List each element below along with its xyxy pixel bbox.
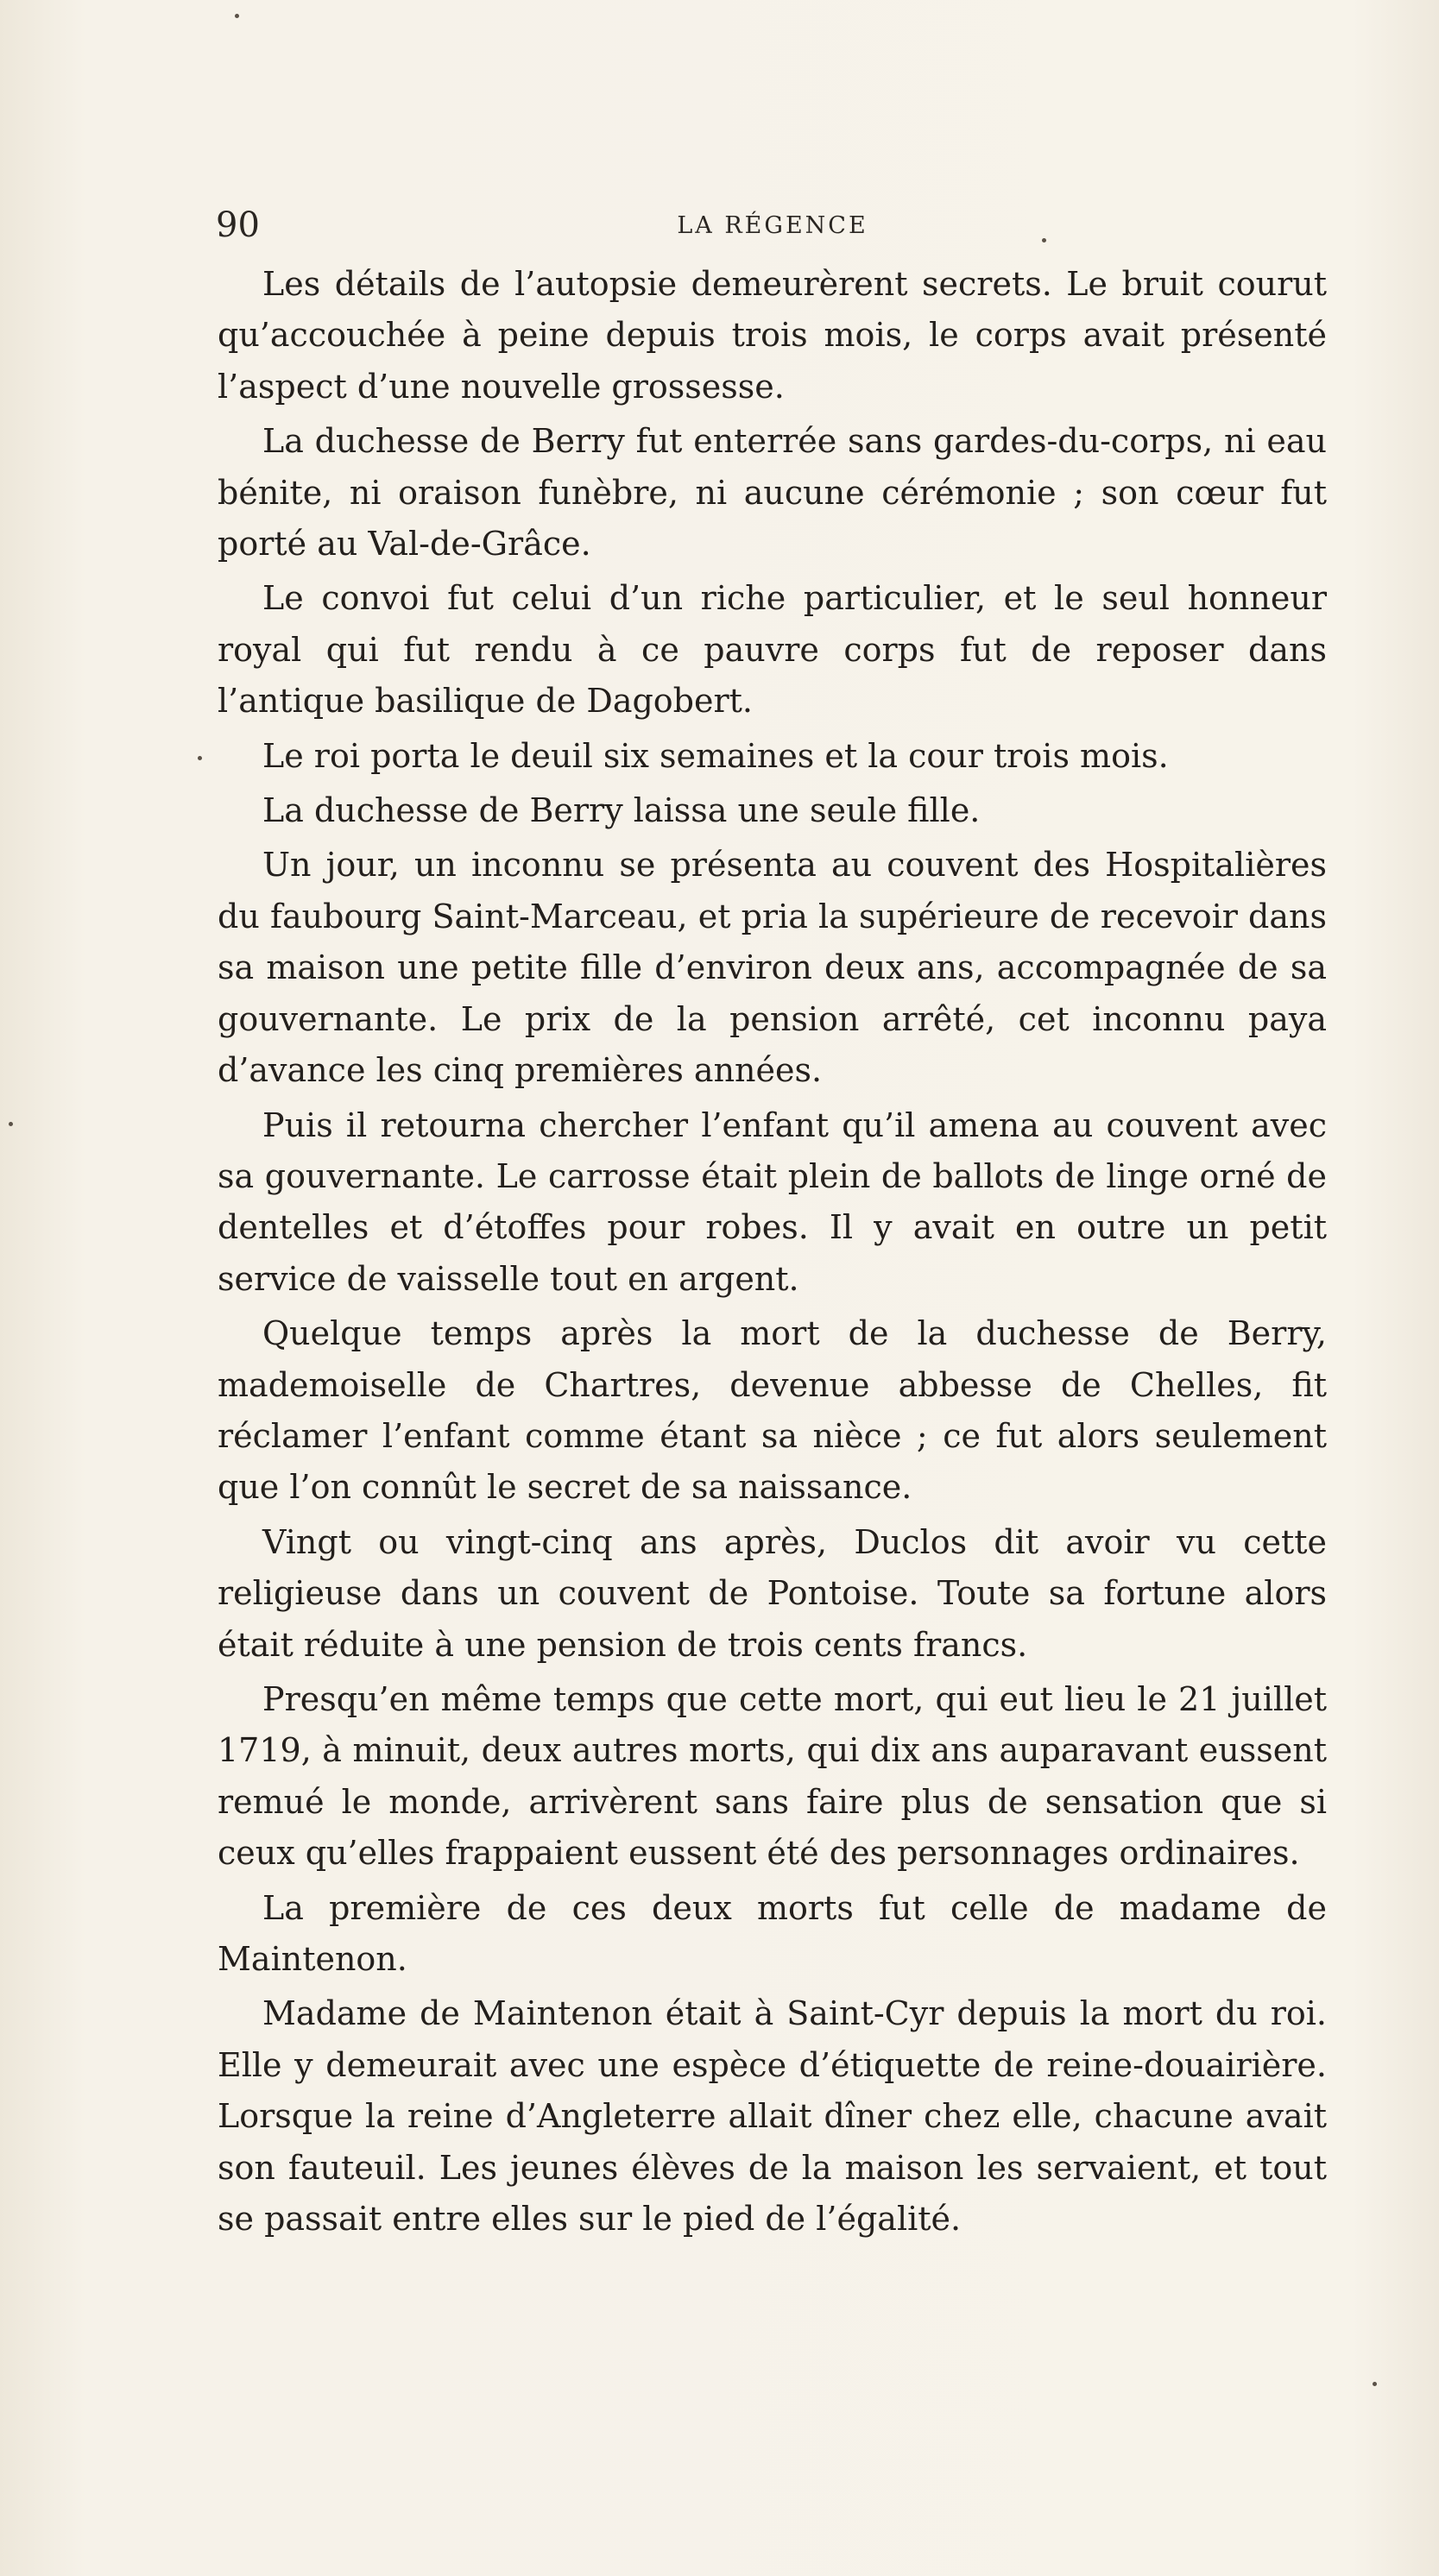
paragraph: Puis il retourna chercher l’enfant qu’il amena au couvent avec sa gouvernante. Le carrosse était plein de ballots de linge orné de dentelles et d’étoffes pour robes. Il y avait en outre un petit service de vaisselle tout en argent. [218,1105,1327,1298]
paragraph: Un jour, un inconnu se présenta au couvent des Hospitalières du faubourg Saint-Marceau, et pria la supérieure de recevoir dans sa maison une petite fille d’environ deux ans, accompagnée de sa gouvernante. Le prix de la pension arrêté, cet inconnu paya d’avance les cinq premières années. [218,846,1327,1090]
paper-speck [1042,238,1046,242]
paragraph: La duchesse de Berry fut enterrée sans gardes-du-corps, ni eau bénite, ni oraison funèbre, ni aucune cérémonie ; son cœur fut porté au Val-de-Grâce. [218,422,1327,564]
page-number: 90 [216,205,260,245]
paragraph: Vingt ou vingt-cinq ans après, Duclos dit avoir vu cette religieuse dans un couvent de Pontoise. Toute sa fortune alors était réduite à une pension de trois cents francs. [218,1522,1327,1664]
paper-speck [1373,2382,1377,2386]
paragraph: Les détails de l’autopsie demeurèrent secrets. Le bruit courut qu’accouchée à peine depuis trois mois, le corps avait présenté l’aspect d’une nouvelle grossesse. [218,265,1327,406]
paragraph: Le roi porta le deuil six semaines et la cour trois mois. [262,736,1169,775]
running-title: LA RÉGENCE [677,212,868,239]
paragraph: Madame de Maintenon était à Saint-Cyr depuis la mort du roi. Elle y demeurait avec une espèce d’étiquette de reine-douairière. Lorsque la reine d’Angleterre allait dîner chez elle, chacune avait son fauteuil. Les jeunes élèves de la maison les servaient, et tout se passait entre elles sur le pied de l’égalité. [218,1994,1327,2239]
paragraph: Quelque temps après la mort de la duchesse de Berry, mademoiselle de Chartres, devenue abbesse de Chelles, fit réclamer l’enfant comme étant sa nièce ; ce fut alors seulement que l’on connût le secret de sa naissance. [218,1314,1327,1507]
paragraph: La première de ces deux morts fut celle de madame de Maintenon. [218,1888,1327,1978]
paper-speck [198,756,202,760]
body-text [218,259,1327,2248]
paragraph: Le convoi fut celui d’un riche particulier, et le seul honneur royal qui fut rendu à ce pauvre corps fut de reposer dans l’antique basilique de Dagobert. [218,579,1327,721]
paper-speck [9,1122,13,1126]
paragraph: La duchesse de Berry laissa une seule fille. [262,791,981,830]
page-header [216,204,1329,247]
paragraph: Presqu’en même temps que cette mort, qui eut lieu le 21 juillet 1719, à minuit, deux autres morts, qui dix ans auparavant eussent remué le monde, arrivèrent sans faire plus de sensation que si ceux qu’elles frappaient eussent été des personnages ordinaires. [218,1679,1327,1873]
paper-speck [235,14,239,18]
